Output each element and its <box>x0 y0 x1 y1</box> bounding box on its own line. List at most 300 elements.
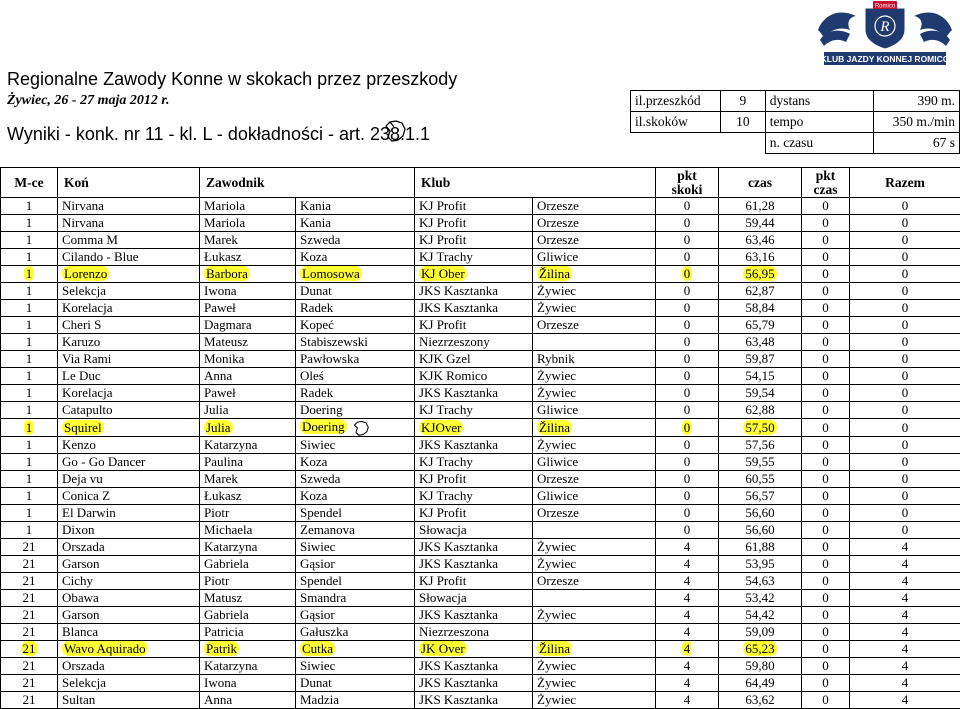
cell-club-text: JKS Kasztanka <box>419 607 498 622</box>
cell-rider-last-text: Doering <box>300 419 347 434</box>
cell-rider-last <box>296 249 415 266</box>
cell-pts-jumps <box>656 283 719 300</box>
table-row <box>1 215 960 232</box>
cell-rider-last-text: Spendel <box>300 573 342 588</box>
cell-rider-last <box>296 317 415 334</box>
cell-total-text: 0 <box>902 300 909 315</box>
cell-club <box>415 471 533 488</box>
cell-pts-jumps-text: 0 <box>684 232 691 247</box>
tempo-value: 350 m./min <box>873 112 959 133</box>
cell-pts-time <box>802 232 850 249</box>
cell-club-text: KJ Profit <box>419 573 466 588</box>
cell-horse <box>58 437 200 454</box>
cell-total-text: 4 <box>902 539 909 554</box>
cell-total-text: 4 <box>902 675 909 690</box>
cell-place-text: 1 <box>26 454 33 469</box>
cell-horse <box>58 522 200 539</box>
cell-pts-time <box>802 573 850 590</box>
cell-pts-time-text: 0 <box>822 522 829 537</box>
cell-rider-last-text: Madzia <box>300 692 339 707</box>
cell-time <box>719 624 802 641</box>
cell-club <box>415 317 533 334</box>
cell-place-text: 1 <box>26 368 33 383</box>
cell-pts-jumps <box>656 573 719 590</box>
cell-city-text: Żywiec <box>537 539 576 554</box>
cell-time <box>719 556 802 573</box>
cell-place-text: 21 <box>23 675 36 690</box>
cell-pts-time <box>802 437 850 454</box>
cell-pts-time-text: 0 <box>822 402 829 417</box>
cell-rider-first-text: Katarzyna <box>204 539 257 554</box>
cell-pts-time-text: 0 <box>822 198 829 213</box>
cell-time <box>719 692 802 709</box>
time-label: n. czasu <box>765 133 873 154</box>
cell-pts-time <box>802 419 850 437</box>
cell-city <box>533 488 656 505</box>
cell-rider-first-text: Julia <box>204 420 233 435</box>
cell-club <box>415 454 533 471</box>
cell-city <box>533 368 656 385</box>
cell-rider-last-text: Szweda <box>300 471 340 486</box>
cell-total-text: 0 <box>902 522 909 537</box>
cell-pts-time <box>802 607 850 624</box>
cell-club-text: KJ Profit <box>419 505 466 520</box>
cell-rider-first-text: Paweł <box>204 300 236 315</box>
cell-pts-time-text: 0 <box>822 334 829 349</box>
cell-pts-time <box>802 522 850 539</box>
cell-horse-text: Go - Go Dancer <box>62 454 145 469</box>
cell-place-text: 21 <box>23 624 36 639</box>
cell-total <box>850 675 960 692</box>
cell-pts-time-text: 0 <box>822 590 829 605</box>
cell-pts-jumps <box>656 590 719 607</box>
cell-city-text: Orzesze <box>537 198 579 213</box>
cell-total <box>850 351 960 368</box>
cell-horse-text: Dixon <box>62 522 95 537</box>
cell-club-text: JKS Kasztanka <box>419 539 498 554</box>
cell-horse-text: Via Rami <box>62 351 111 366</box>
cell-rider-last <box>296 402 415 419</box>
cell-club <box>415 300 533 317</box>
cell-club-text: KJ Profit <box>419 317 466 332</box>
cell-city <box>533 505 656 522</box>
cell-total <box>850 641 960 658</box>
cell-pts-time <box>802 249 850 266</box>
cell-time <box>719 437 802 454</box>
cell-pts-time <box>802 488 850 505</box>
cell-club-text: Niezrzeszona <box>419 624 489 639</box>
cell-club-text: Słowacja <box>419 590 467 605</box>
jumps-label: il.skoków <box>631 112 721 133</box>
cell-club-text: KJK Gzel <box>419 351 471 366</box>
cell-total-text: 4 <box>902 641 909 656</box>
cell-rider-last-text: Koza <box>300 454 327 469</box>
cell-horse <box>58 419 200 437</box>
cell-time <box>719 215 802 232</box>
cell-pts-time <box>802 641 850 658</box>
cell-horse-text: Lorenzo <box>62 266 109 281</box>
table-row <box>1 675 960 692</box>
cell-pts-jumps-text: 4 <box>684 658 691 673</box>
cell-place <box>1 385 58 402</box>
cell-rider-last-text: Pawłowska <box>300 351 359 366</box>
cell-city <box>533 556 656 573</box>
cell-total <box>850 419 960 437</box>
cell-city-text: Orzesze <box>537 573 579 588</box>
results-table <box>0 167 960 709</box>
cell-total-text: 0 <box>902 232 909 247</box>
cell-city-text: Żywiec <box>537 283 576 298</box>
cell-rider-last <box>296 471 415 488</box>
cell-city <box>533 641 656 658</box>
cell-club <box>415 641 533 658</box>
cell-total <box>850 573 960 590</box>
cell-horse-text: Sultan <box>62 692 95 707</box>
cell-horse <box>58 334 200 351</box>
cell-total <box>850 334 960 351</box>
cell-total-text: 0 <box>902 471 909 486</box>
cell-pts-time-text: 0 <box>822 488 829 503</box>
cell-pts-jumps-text: 0 <box>684 437 691 452</box>
cell-rider-last <box>296 522 415 539</box>
cell-place <box>1 607 58 624</box>
cell-place-text: 21 <box>21 641 38 656</box>
cell-time <box>719 539 802 556</box>
cell-horse <box>58 368 200 385</box>
cell-pts-time-text: 0 <box>822 420 829 435</box>
cell-city <box>533 215 656 232</box>
cell-club-text: KJ Profit <box>419 215 466 230</box>
cell-total-text: 4 <box>902 692 909 707</box>
cell-horse <box>58 198 200 215</box>
cell-time-text: 59,55 <box>745 454 774 469</box>
cell-club-text: JKS Kasztanka <box>419 692 498 707</box>
cell-time-text: 57,50 <box>743 420 776 435</box>
cell-horse-text: Squirel <box>62 420 104 435</box>
cell-horse-text: Le Duc <box>62 368 101 383</box>
cell-time <box>719 402 802 419</box>
logo-badge-text: Romico <box>875 4 896 10</box>
cell-place-text: 1 <box>26 249 33 264</box>
cell-place <box>1 266 58 283</box>
cell-rider-first-text: Iwona <box>204 675 237 690</box>
cell-rider-last-text: Koza <box>300 488 327 503</box>
cell-rider-first-text: Łukasz <box>204 249 242 264</box>
cell-pts-jumps <box>656 692 719 709</box>
cell-pts-jumps <box>656 300 719 317</box>
cell-club <box>415 215 533 232</box>
table-row <box>1 692 960 709</box>
table-row <box>1 556 960 573</box>
cell-horse-text: El Darwin <box>62 505 116 520</box>
cell-rider-first <box>200 215 296 232</box>
cell-pts-time-text: 0 <box>822 539 829 554</box>
cell-horse-text: Orszada <box>62 658 105 673</box>
cell-pts-time-text: 0 <box>822 607 829 622</box>
cell-rider-first <box>200 573 296 590</box>
cell-rider-first-text: Michaela <box>204 522 252 537</box>
cell-rider-last <box>296 488 415 505</box>
cell-pts-jumps-text: 0 <box>684 505 691 520</box>
cell-rider-first <box>200 522 296 539</box>
cell-horse-text: Conica Z <box>62 488 110 503</box>
cell-time-text: 63,62 <box>745 692 774 707</box>
cell-pts-time <box>802 300 850 317</box>
cell-pts-time-text: 0 <box>822 505 829 520</box>
cell-horse <box>58 283 200 300</box>
cell-city <box>533 471 656 488</box>
cell-rider-first <box>200 266 296 283</box>
cell-club <box>415 385 533 402</box>
cell-pts-time-text: 0 <box>822 573 829 588</box>
cell-place <box>1 539 58 556</box>
cell-horse-text: Garson <box>62 607 100 622</box>
cell-rider-first-text: Paulina <box>204 454 243 469</box>
cell-place <box>1 675 58 692</box>
cell-pts-jumps-text: 4 <box>684 624 691 639</box>
cell-club <box>415 488 533 505</box>
cell-club-text: JKS Kasztanka <box>419 300 498 315</box>
cell-place-text: 1 <box>26 522 33 537</box>
cell-horse <box>58 573 200 590</box>
cell-total <box>850 266 960 283</box>
cell-pts-time-text: 0 <box>822 658 829 673</box>
cell-place <box>1 334 58 351</box>
club-logo <box>810 0 960 66</box>
cell-rider-first <box>200 505 296 522</box>
cell-horse-text: Cilando - Blue <box>62 249 139 264</box>
cell-city <box>533 266 656 283</box>
cell-pts-jumps <box>656 658 719 675</box>
cell-horse-text: Orszada <box>62 539 105 554</box>
cell-total <box>850 454 960 471</box>
cell-place-text: 1 <box>26 215 33 230</box>
table-row <box>1 641 960 658</box>
cell-pts-time-text: 0 <box>822 692 829 707</box>
cell-pts-jumps-text: 0 <box>684 402 691 417</box>
cell-pts-jumps <box>656 505 719 522</box>
cell-rider-first-text: Iwona <box>204 283 237 298</box>
cell-total-text: 0 <box>902 334 909 349</box>
cell-time-text: 57,56 <box>745 437 774 452</box>
cell-pts-jumps-text: 0 <box>682 420 693 435</box>
table-row <box>1 232 960 249</box>
cell-rider-first <box>200 556 296 573</box>
cell-time <box>719 607 802 624</box>
cell-rider-first <box>200 607 296 624</box>
cell-city-text: Orzesze <box>537 505 579 520</box>
cell-place <box>1 573 58 590</box>
cell-total-text: 0 <box>902 505 909 520</box>
cell-pts-jumps-text: 0 <box>684 385 691 400</box>
cell-pts-jumps <box>656 454 719 471</box>
table-row <box>1 334 960 351</box>
cell-time <box>719 317 802 334</box>
cell-total <box>850 249 960 266</box>
cell-pts-jumps <box>656 215 719 232</box>
cell-rider-first <box>200 351 296 368</box>
cell-club <box>415 607 533 624</box>
cell-time-text: 61,28 <box>745 198 774 213</box>
cell-rider-last <box>296 368 415 385</box>
cell-pts-time-text: 0 <box>822 385 829 400</box>
cell-club <box>415 437 533 454</box>
cell-pts-time <box>802 368 850 385</box>
cell-place-text: 1 <box>26 283 33 298</box>
cell-city-text: Gliwice <box>537 402 578 417</box>
cell-total <box>850 624 960 641</box>
cell-place <box>1 232 58 249</box>
cell-pts-jumps <box>656 232 719 249</box>
cell-pts-jumps-text: 0 <box>684 522 691 537</box>
cell-pts-jumps-text: 0 <box>684 317 691 332</box>
cell-total-text: 0 <box>902 351 909 366</box>
cell-horse <box>58 385 200 402</box>
cell-pts-time-text: 0 <box>822 368 829 383</box>
cell-club <box>415 334 533 351</box>
cell-rider-first-text: Łukasz <box>204 488 242 503</box>
cell-place <box>1 658 58 675</box>
cell-city <box>533 573 656 590</box>
cell-horse <box>58 641 200 658</box>
cell-rider-first-text: Anna <box>204 692 232 707</box>
cell-pts-jumps <box>656 437 719 454</box>
cell-time-text: 59,54 <box>745 385 774 400</box>
cell-rider-first <box>200 368 296 385</box>
cell-horse-text: Cheri S <box>62 317 101 332</box>
cell-total <box>850 385 960 402</box>
cell-rider-first <box>200 675 296 692</box>
cell-time <box>719 283 802 300</box>
table-row <box>1 522 960 539</box>
cell-pts-jumps <box>656 419 719 437</box>
cell-total <box>850 215 960 232</box>
cell-club <box>415 658 533 675</box>
cell-pts-jumps <box>656 675 719 692</box>
cell-pts-time <box>802 624 850 641</box>
cell-place-text: 1 <box>26 317 33 332</box>
cell-total <box>850 692 960 709</box>
cell-horse-text: Nirvana <box>62 215 104 230</box>
header-total: Razem <box>850 168 960 198</box>
cell-total-text: 0 <box>902 488 909 503</box>
cell-rider-first <box>200 300 296 317</box>
cell-rider-first <box>200 385 296 402</box>
date-place: Żywiec, 26 - 27 maja 2012 r. <box>7 93 170 109</box>
cell-pts-time-text: 0 <box>822 641 829 656</box>
cell-pts-time <box>802 385 850 402</box>
cell-horse <box>58 556 200 573</box>
cell-horse-text: Obawa <box>62 590 99 605</box>
cell-rider-last <box>296 215 415 232</box>
cell-city-text: Żywiec <box>537 368 576 383</box>
cell-place-text: 1 <box>26 300 33 315</box>
cell-rider-first-text: Piotr <box>204 573 229 588</box>
cell-time <box>719 573 802 590</box>
cell-pts-jumps <box>656 607 719 624</box>
cell-pts-time <box>802 590 850 607</box>
cell-pts-time <box>802 351 850 368</box>
cell-pts-jumps-text: 0 <box>684 249 691 264</box>
table-row <box>1 385 960 402</box>
cell-time-text: 63,48 <box>745 334 774 349</box>
cell-time <box>719 471 802 488</box>
results-label <box>7 124 430 145</box>
cell-city <box>533 590 656 607</box>
table-row <box>1 624 960 641</box>
cell-place <box>1 590 58 607</box>
cell-rider-first-text: Patricia <box>204 624 244 639</box>
cell-rider-last <box>296 351 415 368</box>
cell-pts-jumps-text: 4 <box>684 573 691 588</box>
cell-pts-time <box>802 556 850 573</box>
table-row <box>1 573 960 590</box>
table-header <box>1 168 960 198</box>
cell-rider-last-text: Radek <box>300 300 333 315</box>
cell-pts-jumps <box>656 624 719 641</box>
cell-pts-time-text: 0 <box>822 675 829 690</box>
course-info-table <box>630 90 960 154</box>
cell-total-text: 0 <box>902 420 909 435</box>
cell-rider-last-text: Lomosowa <box>300 266 362 281</box>
cell-rider-first-text: Marek <box>204 232 238 247</box>
cell-rider-last-text: Koza <box>300 249 327 264</box>
table-row <box>1 266 960 283</box>
cell-rider-last <box>296 658 415 675</box>
glove-marker-icon <box>351 420 371 436</box>
cell-club-text: KJ Trachy <box>419 488 473 503</box>
cell-pts-time <box>802 471 850 488</box>
cell-time <box>719 419 802 437</box>
header-time: czas <box>719 168 802 198</box>
cell-pts-jumps-text: 4 <box>682 641 693 656</box>
cell-rider-last <box>296 539 415 556</box>
cell-pts-jumps-text: 0 <box>684 368 691 383</box>
cell-club-text: KJ Trachy <box>419 454 473 469</box>
cell-rider-first <box>200 658 296 675</box>
distance-label: dystans <box>765 91 873 112</box>
time-value: 67 s <box>873 133 959 154</box>
cell-rider-first <box>200 590 296 607</box>
cell-horse <box>58 624 200 641</box>
cell-total <box>850 198 960 215</box>
cell-time <box>719 488 802 505</box>
cell-horse <box>58 454 200 471</box>
cell-place <box>1 283 58 300</box>
cell-rider-last <box>296 198 415 215</box>
cell-place-text: 1 <box>26 198 33 213</box>
cell-time-text: 53,95 <box>745 556 774 571</box>
table-row <box>1 505 960 522</box>
cell-time <box>719 368 802 385</box>
cell-rider-last-text: Dunat <box>300 283 332 298</box>
cell-club-text: Niezrzeszony <box>419 334 490 349</box>
cell-time-text: 65,23 <box>743 641 776 656</box>
header-place: M-ce <box>1 168 58 198</box>
cell-total <box>850 590 960 607</box>
cell-horse <box>58 215 200 232</box>
cell-pts-time <box>802 198 850 215</box>
cell-city-text: Žilina <box>537 420 572 435</box>
cell-pts-jumps-text: 0 <box>682 266 693 281</box>
cell-time <box>719 334 802 351</box>
cell-city <box>533 624 656 641</box>
cell-club <box>415 556 533 573</box>
cell-pts-time <box>802 692 850 709</box>
cell-club <box>415 232 533 249</box>
cell-club <box>415 573 533 590</box>
logo-letter: R <box>879 19 889 35</box>
